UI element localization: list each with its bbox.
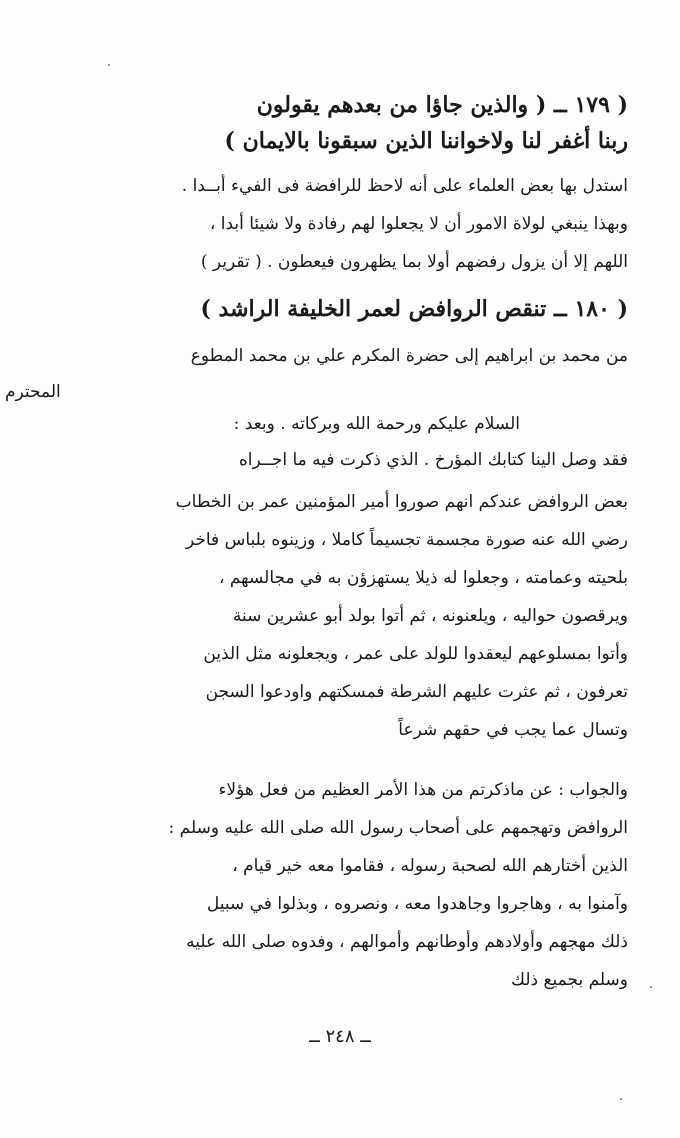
scan-speck (620, 1098, 622, 1100)
scan-speck (650, 986, 652, 988)
page-number: ــ ٢٤٨ ــ (309, 1026, 371, 1047)
body-179-line-1: استدل بها بعض العلماء على أنه لاحظ للرافضة فى الفيء أبــدا . (181, 176, 628, 196)
letter-line-6: رضي الله عنه صورة مجسمة تجسيماً كاملا ، وزينوه بلباس فاخر (185, 530, 628, 550)
letter-line-10: تعرفون ، ثم عثرت عليهم الشرطة فمسكتهم واودعوا السجن (205, 682, 628, 702)
scan-speck (108, 64, 110, 66)
answer-line-5: ذلك مهجهم وأولادهم وأوطانهم وأموالهم ، وفدوه صلى الله عليه (186, 932, 628, 952)
answer-line-6: وسلم بجميع ذلك (511, 970, 628, 990)
letter-line-5: بعض الروافض عندكم انهم صوروا أمير المؤمنين عمر بن الخطاب (175, 492, 628, 512)
letter-line-4: فقد وصل الينا كتابك المؤرخ . الذي ذكرت فيه ما اجــراه (238, 450, 628, 470)
letter-line-7: بلحيته وعمامته ، وجعلوا له ذيلا يستهزؤن به في مجالسهم ، (218, 568, 628, 588)
answer-line-4: وآمنوا به ، وهاجروا وجاهدوا معه ، ونصروه ، وبذلوا في سبيل (206, 894, 628, 914)
body-179-line-2: وبهذا ينبغي لولاة الامور أن لا يجعلوا لهم رفادة ولا شيئا أبدا ، (209, 214, 628, 234)
heading-180: ( ١٨٠ ــ تنقص الروافض لعمر الخليفة الراشد ) (200, 296, 628, 322)
heading-179-line-1: ( ١٧٩ ــ ( والذين جاؤا من بعدهم يقولون (256, 92, 628, 118)
letter-line-3: السلام عليكم ورحمة الله وبركاته . وبعد : (233, 414, 520, 434)
answer-line-3: الذين أختارهم الله لصحبة رسوله ، فقاموا معه خير قيام ، (232, 856, 628, 876)
letter-line-9: وأتوا بمسلوعهم ليعقدوا للولد على عمر ، ويجعلونه مثل الذين (203, 644, 628, 664)
answer-line-1: والجواب : عن ماذكرتم من هذا الأمر العظيم من فعل هؤلاء (218, 780, 628, 800)
letter-line-11: وتسال عما يجب في حقهم شرعاً (398, 720, 628, 740)
answer-line-2: الروافض وتهجمهم على أصحاب رسول الله صلى الله عليه وسلم : (168, 818, 628, 838)
letter-line-8: ويرقصون حواليه ، ويلعنونه ، ثم أتوا بولد أبو عشرين سنة (232, 606, 628, 626)
body-179-line-3: اللهم إلا أن يزول رفضهم أولا بما يظهرون فيعطون . ( تقرير ) (200, 252, 628, 272)
heading-179-line-2: ربنا أغفر لنا ولاخواننا الذين سبقونا بالايمان ) (224, 128, 628, 154)
letter-line-1: من محمد بن ابراهيم إلى حضرة المكرم علي بن محمد المطوع (190, 346, 628, 366)
letter-line-2: المحترم (5, 382, 61, 402)
